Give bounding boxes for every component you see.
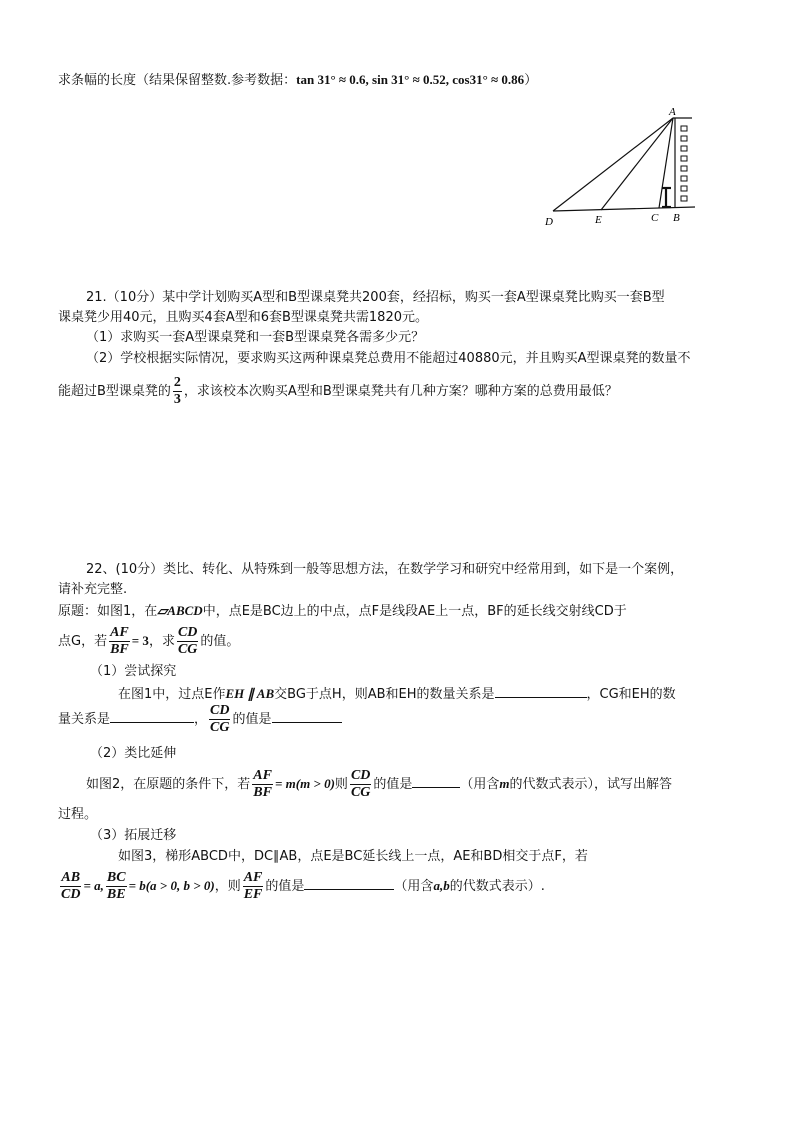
s3-eq2: = b(a > 0, b > 0) [128,878,215,893]
frac-af-bf [109,625,130,658]
s2-m: m [499,776,510,791]
s2-line1 [86,764,672,805]
q20-tail [58,71,537,90]
den-bf: BF [110,642,129,657]
s2-title: （2）类比延伸 [90,746,177,761]
windows [681,126,687,201]
q20-ref-data: tan 31° ≈ 0.6, sin 31° ≈ 0.52, cos31° ≈ 0.86 [296,72,525,87]
num-cd: CD [177,625,198,640]
s3-post2: 的代数式表示）. [449,879,545,894]
line4-mid: ，求 [148,634,175,649]
den-bf-2: BF [253,785,272,800]
frac-af-bf-2 [252,768,273,801]
q21-part2-pre: 能超过B型课桌凳的 [58,384,171,399]
den-cg-3: CG [350,785,371,800]
num-bc: BC [106,870,126,885]
frac-cd-cg-3 [350,768,371,801]
den-cd: CD [61,887,81,902]
frac-cd-cg-2 [209,703,230,736]
post [662,188,671,207]
s3-post: （用含 [394,879,434,894]
orig-pre: 原题：如图1，在 [58,604,158,619]
s1-title: （1）尝试探究 [90,664,177,679]
label-C: C [651,212,659,224]
q21-line1: 21.（10分）某中学计划购买A型和B型课桌凳共200套，经招标，购买一套A型课桌凳比购买一套B型 [86,290,665,305]
q20-close: ） [524,73,538,88]
s2-post: （用含 [460,777,500,792]
blank-s3[interactable] [304,875,394,890]
den-ef: EF [243,887,263,902]
s1-line2 [58,700,342,740]
blank-cd-cg-value[interactable] [272,708,342,723]
frac-den: 3 [173,392,181,407]
s3-eq1: = a, [83,878,104,893]
s2-post2: 的代数式表示），试写出解答 [509,777,673,792]
orig-post: 中，点E是BC边上的中点，点F是线段AE上一点，BF的延长线交射线CD于 [202,604,627,619]
frac-num: 2 [173,375,181,390]
s2-mid: 的值是 [373,777,413,792]
s1-line2-mid: ， [194,712,208,727]
s1-line2-pre: 量关系是 [58,712,111,727]
line-AD [553,118,673,211]
s1-mid: 交BG于点H，则AB和EH的数量关系是 [274,687,495,702]
q21-fraction [173,375,182,408]
q21-part2-line2 [58,372,618,412]
label-B: B [673,212,680,224]
line4-pre: 点G，若 [58,634,108,649]
den-cg-2: CG [210,720,230,735]
s2-line2: 过程。 [58,807,98,822]
q21-part2-post: ，求该校本次购买A型和B型课桌凳共有几种方案？哪种方案的总费用最低？ [183,384,618,399]
s3-then: ，则 [214,879,241,894]
frac-af-ef [243,870,264,903]
q22-line4 [58,621,239,662]
num-af: AF [110,625,129,640]
q22-line1: 22、(10分）类比、转化、从特殊到一般等思想方法，在数学学习和研究中经常用到，如下是一个案例， [86,562,684,577]
label-A: A [669,106,676,118]
s3-ab: a,b [433,878,450,893]
q21-part1: （1）求购买一套A型课桌凳和一套B型课桌凳各需多少元？ [86,330,425,345]
s3-title: （3）拓展迁移 [90,828,177,843]
line4-post: 的值。 [200,634,240,649]
s1-math: EH ∥ AB [225,686,275,701]
s2-then: 则 [334,777,348,792]
num-cd-3: CD [350,768,371,783]
s3-line1: 如图3，梯形ABCD中，DC∥AB，点E是BC延长线上一点，AE和BD相交于点F，若 [118,849,588,864]
blank-ab-eh[interactable] [495,683,587,698]
q20-tail-text: 求条幅的长度（结果保留整数.参考数据： [58,73,297,88]
den-cg: CG [177,642,198,657]
s1-post: ，CG和EH的数 [586,687,676,702]
q22-original [58,602,627,621]
frac-ab-cd [60,870,81,903]
q21-part2-line1: （2）学校根据实际情况，要求购买这两种课桌凳总费用不能超过40880元，并且购买A型课桌凳的数量不 [86,351,691,366]
s1-line2-post: 的值是 [232,712,272,727]
num-af-2: AF [253,768,272,783]
label-E: E [595,214,602,226]
eq3: = 3 [131,633,149,648]
frac-bc-be [106,870,127,903]
num-ab: AB [61,870,81,885]
q21-line2: 课桌凳少用40元，且购买4套A型和6套B型课桌凳共需1820元。 [58,310,428,325]
den-be: BE [106,887,126,902]
blank-cg-eh[interactable] [110,708,194,723]
q22-line2: 请补充完整. [58,582,128,597]
blank-s2[interactable] [412,773,460,788]
q20-figure [535,104,705,229]
num-af-3: AF [243,870,263,885]
s2-eq: = m(m > 0) [274,776,335,791]
s3-line2 [58,866,545,907]
label-D: D [545,216,553,228]
ground-line [553,207,695,211]
line-AE [601,118,673,210]
frac-cd-cg [177,625,198,658]
parallelogram: ▱ABCD [157,603,203,618]
s2-pre: 如图2，在原题的条件下，若 [86,777,251,792]
s1-pre: 在图1中，过点E作 [118,687,226,702]
s3-mid: 的值是 [265,879,305,894]
num-cd-2: CD [210,703,230,718]
